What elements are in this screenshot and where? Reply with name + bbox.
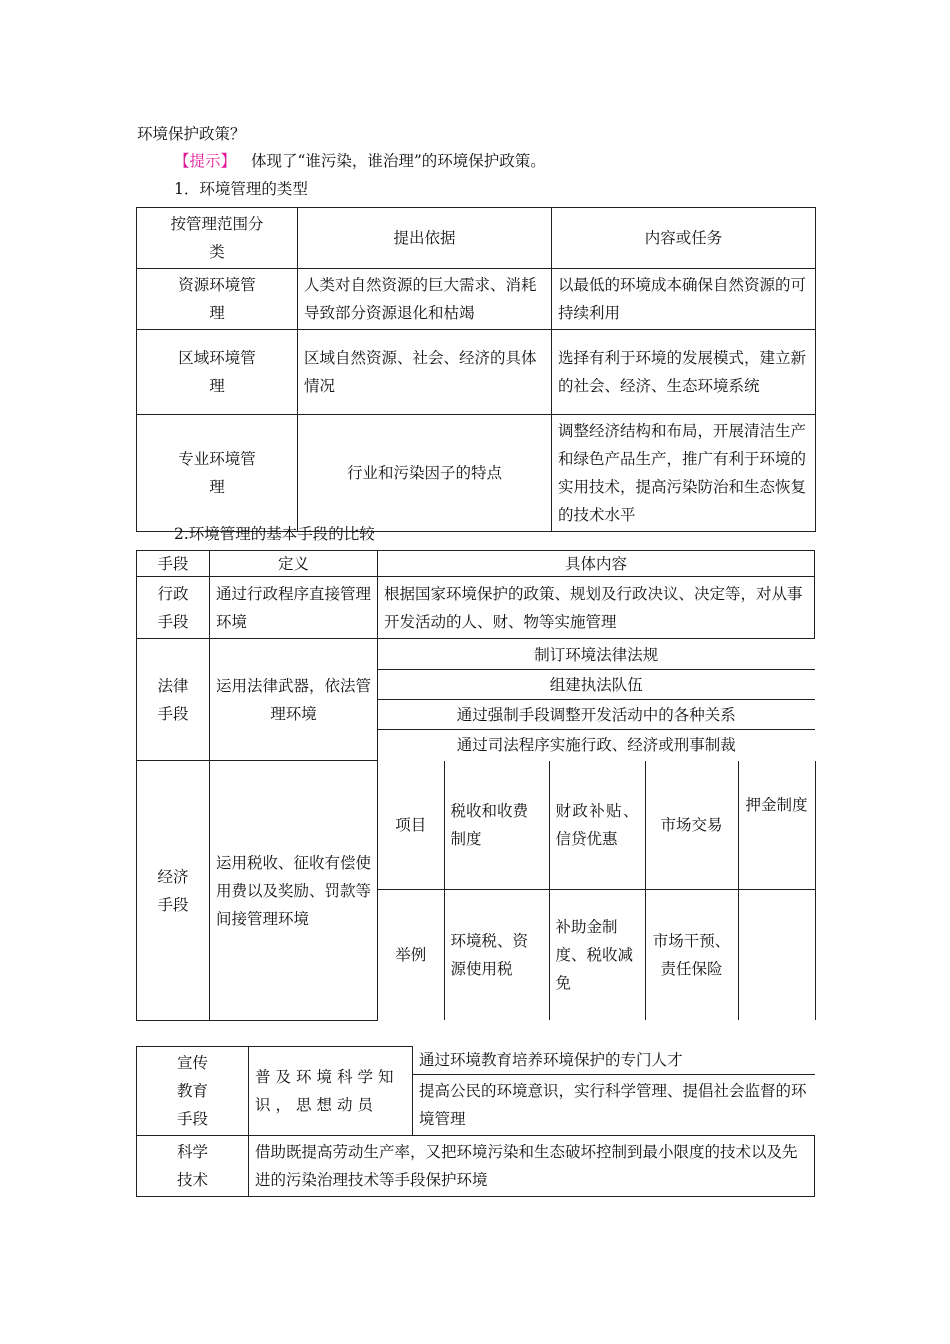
propaganda-definition: 普及环境科学知识，思想动员 bbox=[249, 1047, 413, 1136]
task-cell: 调整经济结构和布局，开展清洁生产和绿色产品生产，推广有利于环境的实用技术，提高污染防治和生态恢复的技术水平 bbox=[552, 415, 816, 532]
propaganda-name: 宣传教育手段 bbox=[137, 1047, 249, 1136]
econ-item: 财政补贴、信贷优惠 bbox=[549, 761, 645, 890]
table-row bbox=[137, 577, 815, 639]
section2-heading: 2.环境管理的基本手段的比较 bbox=[174, 525, 375, 543]
econ-item: 市场交易 bbox=[645, 761, 738, 890]
table-row bbox=[137, 761, 815, 1021]
section1-heading: 1．环境管理的类型 bbox=[174, 180, 308, 198]
econ-item: 押金制度 bbox=[738, 761, 815, 890]
header-means: 手段 bbox=[137, 551, 210, 577]
basis-cell: 区域自然资源、社会、经济的具体情况 bbox=[298, 330, 552, 415]
propaganda-items bbox=[413, 1047, 815, 1136]
task-cell: 选择有利于环境的发展模式，建立新的社会、经济、生态环境系统 bbox=[552, 330, 816, 415]
table-row bbox=[137, 330, 816, 415]
admin-content: 根据国家环境保护的政策、规划及行政决议、决定等，对从事开发活动的人、财、物等实施管理 bbox=[378, 577, 815, 639]
type-cell: 资源环境管理 bbox=[137, 269, 298, 330]
propaganda-item: 提高公民的环境意识，实行科学管理、提倡社会监督的环境管理 bbox=[413, 1075, 815, 1136]
econ-details bbox=[378, 761, 815, 1021]
science-content: 借助既提高劳动生产率，又把环境污染和生态破坏控制到最小限度的技术以及先进的污染治理技术等手段保护环境 bbox=[249, 1136, 815, 1197]
header-content: 具体内容 bbox=[378, 551, 815, 577]
econ-item: 税收和收费制度 bbox=[444, 761, 549, 890]
table-row bbox=[137, 1136, 815, 1197]
hint-text: 体现了“谁污染，谁治理”的环境保护政策。 bbox=[250, 152, 546, 170]
header-scope: 按管理范围分类 bbox=[137, 208, 298, 269]
econ-example: 环境税、资源使用税 bbox=[444, 890, 549, 1020]
science-name: 科学技术 bbox=[137, 1136, 249, 1197]
basis-cell: 行业和污染因子的特点 bbox=[298, 415, 552, 532]
admin-name: 行政手段 bbox=[137, 577, 210, 639]
management-types-table bbox=[136, 207, 816, 532]
law-name: 法律手段 bbox=[137, 639, 210, 761]
law-item: 组建执法队伍 bbox=[378, 670, 815, 700]
law-items bbox=[378, 639, 815, 761]
type-cell: 专业环境管理 bbox=[137, 415, 298, 532]
management-means-table bbox=[136, 550, 815, 1021]
econ-example-label: 举例 bbox=[378, 890, 444, 1020]
table-header-row bbox=[137, 551, 815, 577]
table-row bbox=[137, 639, 815, 761]
type-cell: 区域环境管理 bbox=[137, 330, 298, 415]
table-header-row bbox=[137, 208, 816, 269]
table-row bbox=[137, 415, 816, 532]
header-definition: 定义 bbox=[210, 551, 378, 577]
admin-definition: 通过行政程序直接管理环境 bbox=[210, 577, 378, 639]
header-task: 内容或任务 bbox=[552, 208, 816, 269]
law-item: 制订环境法律法规 bbox=[378, 640, 815, 670]
question-text: 环境保护政策？ bbox=[137, 125, 246, 143]
table-row bbox=[137, 269, 816, 330]
econ-item-label: 项目 bbox=[378, 761, 444, 890]
econ-example bbox=[738, 890, 815, 1020]
law-definition: 运用法律武器，依法管理环境 bbox=[210, 639, 378, 761]
hint-label: 【提示】 bbox=[174, 152, 237, 170]
econ-name: 经济手段 bbox=[137, 761, 210, 1021]
propaganda-item: 通过环境教育培养环境保护的专门人才 bbox=[413, 1047, 815, 1075]
hint-line bbox=[174, 150, 546, 172]
econ-example: 市场干预、责任保险 bbox=[645, 890, 738, 1020]
basis-cell: 人类对自然资源的巨大需求、消耗导致部分资源退化和枯竭 bbox=[298, 269, 552, 330]
management-means-table-continued bbox=[136, 1046, 815, 1197]
law-item: 通过强制手段调整开发活动中的各种关系 bbox=[378, 700, 815, 730]
law-item: 通过司法程序实施行政、经济或刑事制裁 bbox=[378, 730, 815, 760]
task-cell: 以最低的环境成本确保自然资源的可持续利用 bbox=[552, 269, 816, 330]
econ-definition: 运用税收、征收有偿使用费以及奖励、罚款等间接管理环境 bbox=[210, 761, 378, 1021]
table-row bbox=[137, 1047, 815, 1136]
econ-example: 补助金制度、税收减免 bbox=[549, 890, 645, 1020]
header-basis: 提出依据 bbox=[298, 208, 552, 269]
